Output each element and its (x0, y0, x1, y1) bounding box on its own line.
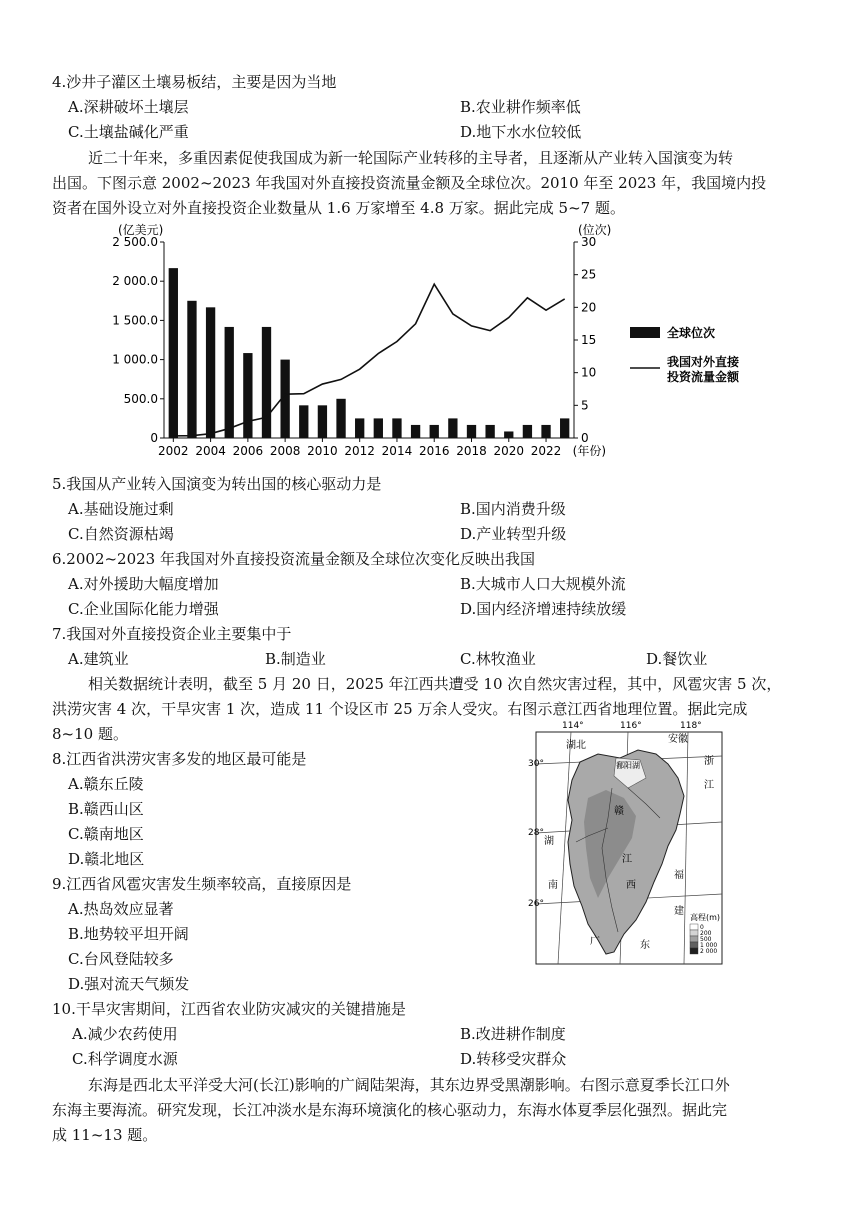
q7-stem: 7.我国对外直接投资企业主要集中于 (52, 625, 292, 643)
elev-swatch-1000 (690, 942, 698, 948)
rank-bar (299, 405, 308, 438)
label-jiang: 江 (622, 854, 632, 865)
y-right-tick-label: 10 (581, 365, 597, 380)
lat-label-30: 30° (528, 759, 544, 769)
rank-bar (560, 418, 569, 438)
q5-option-a: A.基础设施过剩 (68, 500, 174, 518)
elev-swatch-200 (690, 930, 698, 936)
rank-bar (243, 353, 252, 438)
q4-stem: 4.沙井子灌区土壤易板结，主要是因为当地 (52, 73, 337, 91)
jiangxi-map-svg (528, 718, 728, 968)
q9-option-c: C.台风登陆较多 (68, 950, 174, 968)
q9-option-b: B.地势较平坦开阔 (68, 925, 189, 943)
rank-bar (523, 425, 532, 438)
label-jiang-zhe: 江 (704, 780, 714, 791)
q4-option-c: C.土壤盐碱化严重 (68, 123, 189, 141)
rank-bar (374, 418, 383, 438)
q5-option-d: D.产业转型升级 (460, 525, 567, 543)
q9-option-a: A.热岛效应显著 (68, 900, 174, 918)
legend-bar-swatch (630, 327, 660, 338)
x-tick-label: 2022 (530, 444, 562, 458)
label-anhui: 安徽 (668, 734, 688, 745)
intro3-line1: 东海是西北太平洋受大河(长江)影响的广阔陆架海，其东边界受黑潮影响。右图示意夏季长江口外 (88, 1076, 730, 1094)
q4-option-d: D.地下水水位较低 (460, 123, 582, 141)
y-left-tick-label: 1 000.0 (112, 352, 158, 367)
fdi-chart-svg (112, 220, 748, 466)
legend-bar-label: 全球位次 (667, 326, 716, 340)
intro2-line1: 相关数据统计表明，截至 5 月 20 日，2025 年江西共遭受 10 次自然灾害过程，其中，风雹灾害 5 次， (88, 675, 782, 693)
label-poyang: 鄱阳湖 (616, 761, 640, 770)
q6-option-c: C.企业国际化能力增强 (68, 600, 219, 618)
rank-bar (504, 431, 513, 438)
rank-bar (355, 418, 364, 438)
y-left-tick-label: 2 500.0 (112, 235, 158, 249)
y-right-tick-label: 30 (581, 235, 597, 249)
rank-bar (187, 301, 196, 438)
q7-option-a: A.建筑业 (68, 650, 129, 668)
q6-option-d: D.国内经济增速持续放缓 (460, 600, 627, 618)
q10-option-a: A.减少农药使用 (72, 1025, 178, 1043)
q10-option-d: D.转移受灾群众 (460, 1050, 567, 1068)
q6-option-b: B.大城市人口大规模外流 (460, 575, 626, 593)
rank-bar (411, 425, 420, 438)
legend-line-label-1: 我国对外直接 (667, 355, 740, 369)
label-zhe: 浙 (704, 756, 714, 767)
lat-label-26: 26° (528, 899, 544, 909)
rank-bar (485, 425, 494, 438)
elev-value-2000: 2 000 (700, 948, 718, 955)
rank-bar (392, 418, 401, 438)
rank-bar (336, 399, 345, 438)
y-left-tick-label: 1 500.0 (112, 313, 158, 328)
rank-bar (430, 425, 439, 438)
label-xi: 西 (626, 880, 636, 891)
y-right-axis-label: (位次) (578, 223, 612, 237)
x-unit-label: (年份) (572, 444, 607, 458)
intro2-line3: 8~10 题。 (52, 725, 128, 743)
lon-label-114: 114° (562, 721, 584, 731)
y-left-tick-label: 500.0 (123, 391, 158, 406)
x-tick-label: 2020 (493, 444, 525, 458)
lat-label-28: 28° (528, 828, 544, 838)
intro3-line2: 东海主要海流。研究发现，长江冲淡水是东海环境演化的核心驱动力，东海水体夏季层化强烈。据此完 (52, 1101, 728, 1119)
rank-bar (541, 425, 550, 438)
y-left-tick-label: 2 000.0 (112, 274, 158, 289)
rank-bar (169, 268, 178, 438)
x-tick-label: 2002 (158, 444, 189, 458)
x-tick-label: 2014 (381, 444, 413, 458)
y-right-tick-label: 5 (581, 398, 589, 413)
label-gan: 赣 (614, 806, 624, 817)
legend-line-label-2: 投资流量金额 (667, 370, 740, 384)
intro1-line1: 近二十年来，多重因素促使我国成为新一轮国际产业转移的主导者，且逐渐从产业转入国演变为转 (88, 149, 734, 167)
q8-option-c: C.赣南地区 (68, 825, 144, 843)
y-right-tick-label: 25 (581, 267, 597, 282)
elev-value-1000: 1 000 (700, 942, 718, 949)
label-guang: 广 (590, 936, 600, 947)
elev-value-500: 500 (700, 936, 712, 943)
y-left-axis-label: (亿美元) (118, 223, 164, 237)
intro1-line2: 出国。下图示意 2002~2023 年我国对外直接投资流量金额及全球位次。2010 年至 2023 年，我国境内投 (52, 174, 767, 192)
elev-swatch-0 (690, 924, 698, 930)
lon-label-116: 116° (620, 721, 642, 731)
rank-bar (467, 425, 476, 438)
x-tick-label: 2008 (269, 444, 301, 458)
label-hu: 湖 (544, 836, 554, 847)
label-dong: 东 (640, 940, 650, 951)
rank-bar (262, 327, 271, 438)
label-fu: 福 (674, 870, 684, 881)
elev-value-0: 0 (700, 924, 704, 931)
x-tick-label: 2016 (418, 444, 450, 458)
label-jian: 建 (674, 906, 684, 917)
elev-value-200: 200 (700, 930, 712, 937)
x-tick-label: 2012 (344, 444, 375, 458)
q10-stem: 10.干旱灾害期间，江西省农业防灾减灾的关键措施是 (52, 1000, 406, 1018)
rank-bar (225, 327, 234, 438)
x-tick-label: 2006 (232, 444, 264, 458)
q5-option-c: C.自然资源枯竭 (68, 525, 174, 543)
fdi-chart (112, 220, 748, 466)
q7-option-c: C.林牧渔业 (460, 650, 536, 668)
q9-option-d: D.强对流天气频发 (68, 975, 190, 993)
intro2-line2: 洪涝灾害 4 次，干旱灾害 1 次，造成 11 个设区市 25 万余人受灾。右图示意江西省地理位置。据此完成 (52, 700, 748, 718)
q5-option-b: B.国内消费升级 (460, 500, 566, 518)
label-nan: 南 (548, 880, 558, 891)
q7-option-d: D.餐饮业 (646, 650, 708, 668)
elev-swatch-500 (690, 936, 698, 942)
q4-option-b: B.农业耕作频率低 (460, 98, 581, 116)
y-left-tick-label: 0 (150, 431, 158, 445)
y-right-tick-label: 20 (581, 300, 597, 315)
q8-option-a: A.赣东丘陵 (68, 775, 144, 793)
q6-stem: 6.2002~2023 年我国对外直接投资流量金额及全球位次变化反映出我国 (52, 550, 535, 568)
y-right-tick-label: 15 (581, 333, 597, 347)
rank-bar (448, 418, 457, 438)
x-tick-label: 2010 (307, 444, 338, 458)
x-tick-label: 2018 (456, 444, 487, 458)
q5-stem: 5.我国从产业转入国演变为转出国的核心驱动力是 (52, 475, 382, 493)
rank-bar (206, 307, 215, 438)
q8-stem: 8.江西省洪涝灾害多发的地区最可能是 (52, 750, 307, 768)
jiangxi-map (528, 718, 728, 968)
q8-option-b: B.赣西山区 (68, 800, 144, 818)
elevation-legend-title: 高程(m) (690, 913, 721, 922)
x-tick-label: 2004 (195, 444, 226, 458)
q9-stem: 9.江西省风雹灾害发生频率较高，直接原因是 (52, 875, 352, 893)
rank-bar (318, 405, 327, 438)
q6-option-a: A.对外援助大幅度增加 (68, 575, 219, 593)
q8-option-d: D.赣北地区 (68, 850, 145, 868)
lon-label-118: 118° (680, 721, 702, 731)
q10-option-b: B.改进耕作制度 (460, 1025, 566, 1043)
elev-swatch-2000 (690, 948, 698, 954)
q4-option-a: A.深耕破坏土壤层 (68, 98, 189, 116)
intro3-line3: 成 11~13 题。 (52, 1126, 158, 1144)
intro1-line3: 资者在国外设立对外直接投资企业数量从 1.6 万家增至 4.8 万家。据此完成 5~7 题。 (52, 199, 625, 217)
label-hubei: 湖北 (566, 740, 586, 751)
q7-option-b: B.制造业 (265, 650, 326, 668)
q10-option-c: C.科学调度水源 (72, 1050, 178, 1068)
y-right-tick-label: 0 (581, 431, 589, 445)
